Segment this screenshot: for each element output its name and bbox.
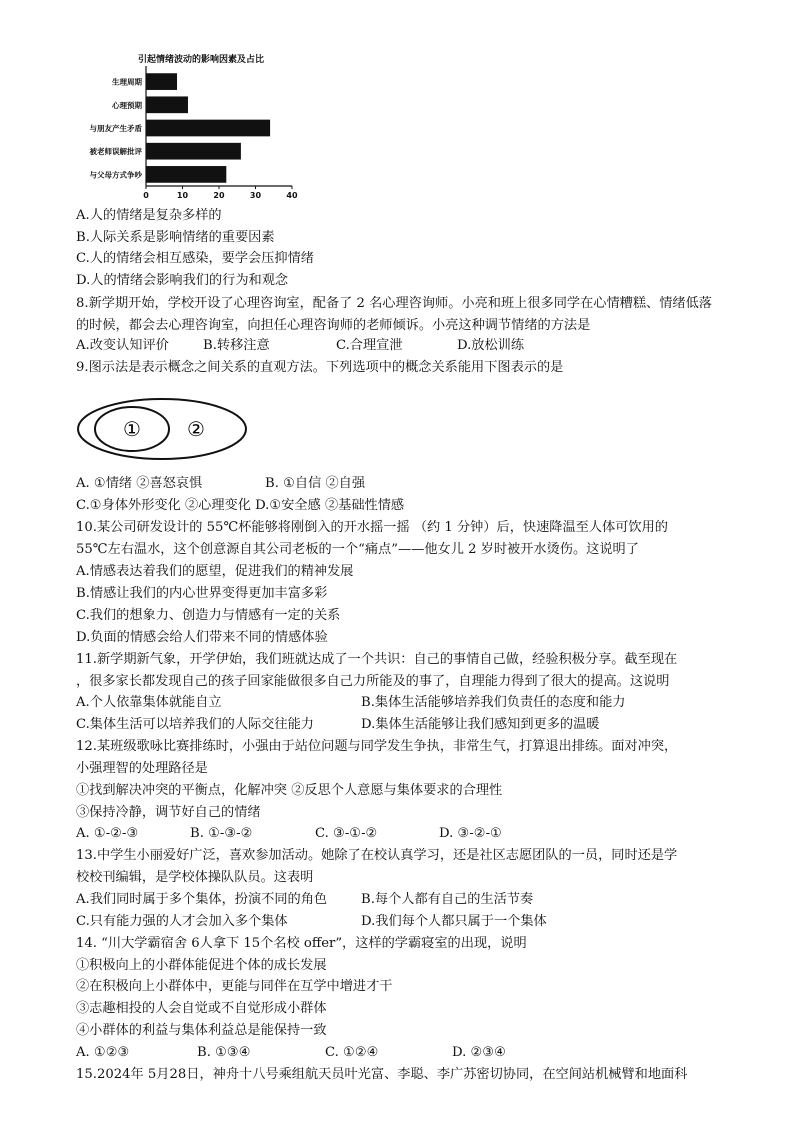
q10-option-a: A.情感表达着我们的愿望，促进我们的精神发展 (76, 564, 354, 579)
q9-stem: 9.图示法是表示概念之间关系的直观方法。下列选项中的概念关系能用下图表示的是 (76, 360, 564, 375)
q9-options-cd: C.①身体外形变化 ②心理变化 D.①安全感 ②基础性情感 (76, 498, 405, 513)
q12-option-d: D. ③-②-① (439, 826, 502, 841)
q13-option-b: B.每个人都有自己的生活节奏 (361, 892, 534, 907)
x-tick-label-3: 30 (249, 191, 262, 200)
q11-stem-1: 11.新学期新气象，开学伊始，我们班就达成了一个共识：自己的事情自己做，经验积极分享。截至现在 (76, 652, 678, 667)
q13-stem-2: 校校刊编辑，是学校体操队队员。这表明 (76, 870, 314, 885)
q8-stem: 8.新学期开始，学校开设了心理咨询室，配备了 2 名心理咨询师。小亮和班上很多同学在心情糟糕、情绪低落的时候，都会去心理咨询室，向担任心理咨询师的老师倾诉。小亮这种调节情绪的方法是 (76, 296, 712, 333)
x-tick-label-1: 10 (176, 191, 189, 200)
q7-option-c: C.人的情绪会相互感染，要学会压抑情绪 (76, 251, 314, 266)
q11-stem-2: ，很多家长都发现自己的孩子回家能做很多自己力所能及的事了，自理能力得到了很大的提高。这说明 (76, 674, 670, 689)
q8-option-a: A.改变认知评价 (76, 338, 169, 353)
q10-stem-1: 10.某公司研发设计的 55℃杯能够将刚倒入的开水摇一摇 （约 1 分钟）后，快速降温至人体可饮用的 (76, 520, 668, 535)
q7-option-b: B.人际关系是影响情绪的重要因素 (76, 230, 275, 245)
category-label-4: 与父母方式争吵 (89, 170, 142, 180)
q8-option-c: C.合理宣泄 (336, 338, 403, 353)
chart-title: 引起情绪波动的影响因素及占比 (138, 55, 265, 65)
bar-2 (146, 120, 270, 137)
q13-options-ab (76, 890, 533, 910)
q14-statement-3: ③志趣相投的人会自觉或不自觉形成小群体 (76, 1001, 327, 1016)
category-label-1: 心理预期 (112, 100, 142, 110)
emotion-factor-chart (76, 52, 316, 202)
x-tick-label-2: 20 (213, 191, 225, 200)
q9-option-a: A. ①情绪 ②喜怒哀惧 (76, 476, 203, 491)
q11-option-a: A.个人依靠集体就能自立 (76, 695, 222, 710)
category-label-0: 生理周期 (112, 77, 142, 87)
q8-options (76, 336, 524, 356)
chart-svg (76, 52, 316, 202)
q11-option-c: C.集体生活可以培养我们的人际交往能力 (76, 717, 314, 732)
venn-label-1: ① (123, 417, 141, 441)
q14-options (76, 1043, 506, 1063)
q14-option-a: A. ①②③ (76, 1045, 130, 1060)
bar-3 (146, 143, 241, 160)
q11-options-cd (76, 715, 599, 735)
q12-stem-1: 12.某班级歌咏比赛排练时，小强由于站位问题与同学发生争执，非常生气，打算退出排练。面对冲突， (76, 739, 678, 754)
concept-venn-diagram (76, 396, 252, 462)
q14-statement-2: ②在积极向上小群体中，更能与同伴在互学中增进才干 (76, 979, 393, 994)
q15-stem: 15.2024年 5月28日，神舟十八号乘组航天员叶光富、李聪、李广苏密切协同，在空间站机械臂和地面科 (76, 1067, 688, 1082)
q11-option-d: D.集体生活能够让我们感知到更多的温暖 (361, 717, 600, 732)
q12-stem-2: 小强理智的处理路径是 (76, 761, 208, 776)
q13-option-c: C.只有能力强的人才会加入多个集体 (76, 914, 288, 929)
q13-options-cd (76, 912, 547, 932)
bar-0 (146, 73, 177, 90)
x-tick-label-0: 0 (143, 191, 149, 200)
q8-option-d: D.放松训练 (457, 338, 525, 353)
bar-4 (146, 166, 226, 183)
venn-label-2: ② (187, 417, 205, 441)
q9-options-ab (76, 474, 365, 494)
q8-option-b: B.转移注意 (203, 338, 270, 353)
q14-stem: 14. “川大学霸宿舍 6人拿下 15个名校 offer”，这样的学霸寝室的出现，说明 (76, 936, 527, 951)
q9-option-b: B. ①自信 ②自强 (265, 476, 366, 491)
q12-option-c: C. ③-①-② (315, 826, 378, 841)
category-label-2: 与朋友产生矛盾 (89, 124, 142, 133)
q14-statement-4: ④小群体的利益与集体利益总是能保持一致 (76, 1023, 327, 1038)
q12-options (76, 824, 502, 844)
q13-stem-1: 13.中学生小丽爱好广泛，喜欢参加活动。她除了在校认真学习，还是社区志愿团队的一员，同时还是学 (76, 848, 678, 863)
q11-options-ab (76, 693, 625, 713)
q10-option-b: B.情感让我们的内心世界变得更加丰富多彩 (76, 586, 328, 601)
q14-option-b: B. ①③④ (197, 1045, 251, 1060)
q10-option-d: D.负面的情感会给人们带来不同的情感体验 (76, 630, 328, 645)
q13-option-a: A.我们同时属于多个集体，扮演不同的角色 (76, 892, 328, 907)
q12-statement-1: ①找到解决冲突的平衡点，化解冲突 ②反思个人意愿与集体要求的合理性 (76, 783, 503, 798)
q14-option-d: D. ②③④ (452, 1045, 506, 1060)
q13-option-d: D.我们每个人都只属于一个集体 (361, 914, 547, 929)
q10-option-c: C.我们的想象力、创造力与情感有一定的关系 (76, 608, 341, 623)
q12-option-b: B. ①-③-② (190, 826, 253, 841)
q7-option-a: A.人的情绪是复杂多样的 (76, 208, 222, 223)
q12-statement-2: ③保持冷静，调节好自己的情绪 (76, 805, 261, 820)
q14-option-c: C. ①②④ (325, 1045, 379, 1060)
bar-1 (146, 96, 188, 113)
category-label-3: 被老师误解批评 (89, 147, 142, 157)
q11-option-b: B.集体生活能够培养我们负责任的态度和能力 (361, 695, 626, 710)
q10-stem-2: 55℃左右温水，这个创意源自其公司老板的一个“痛点”——他女儿 2 岁时被开水烫伤。这说明了 (76, 542, 639, 557)
q12-option-a: A. ①-②-③ (76, 826, 139, 841)
q14-statement-1: ①积极向上的小群体能促进个体的成长发展 (76, 958, 327, 973)
q7-option-d: D.人的情绪会影响我们的行为和观念 (76, 273, 289, 288)
x-tick-label-4: 40 (286, 191, 298, 200)
